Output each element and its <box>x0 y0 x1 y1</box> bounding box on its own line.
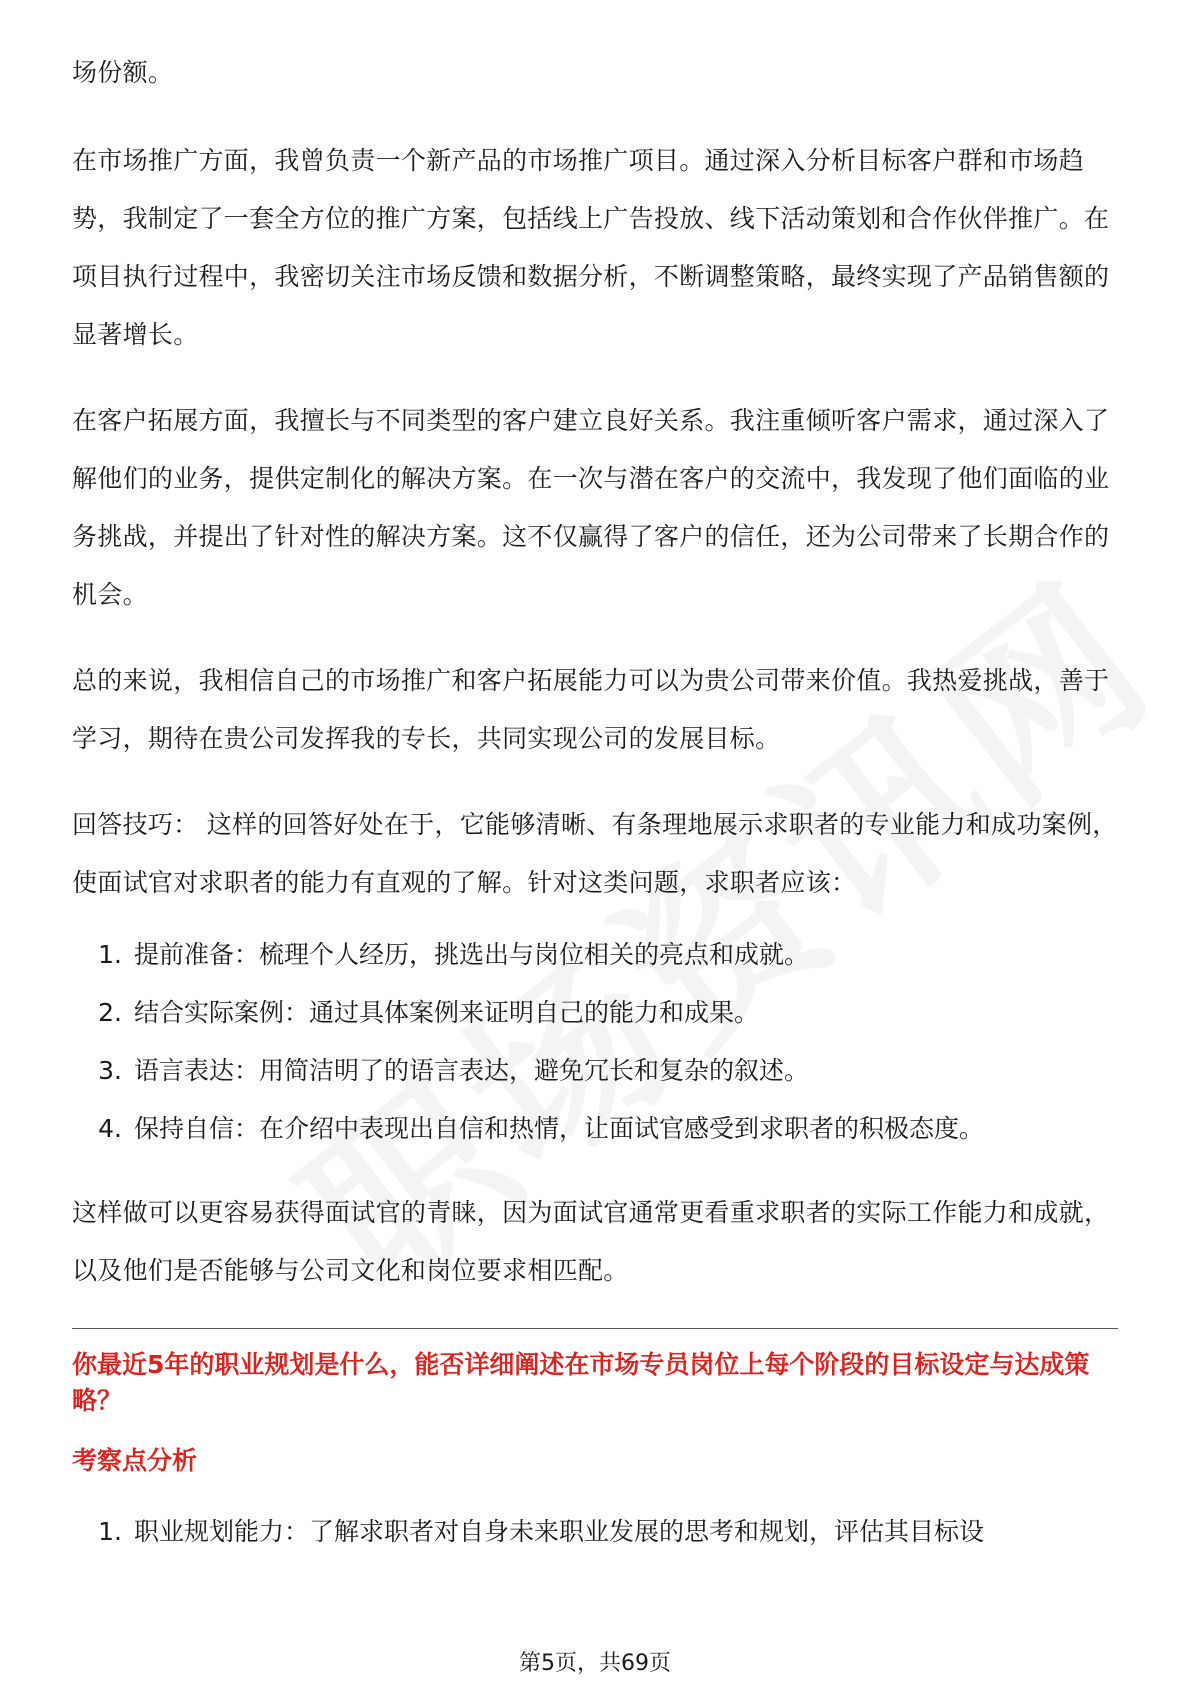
list-number: 1. <box>98 940 122 969</box>
paragraph-summary: 总的来说，我相信自己的市场推广和客户拓展能力可以为贵公司带来价值。我热爱挑战，善于学习，期待在贵公司发挥我的专长，共同实现公司的发展目标。 <box>72 666 1110 753</box>
page-footer: 第5页，共69页 <box>519 1651 671 1676</box>
tips-list <box>72 926 1118 1158</box>
list-text: 提前准备：梳理个人经历，挑选出与岗位相关的亮点和成就。 <box>134 940 810 969</box>
list-number: 2. <box>98 998 122 1027</box>
section-title: 考察点分析 <box>72 1446 198 1475</box>
list-text: 语言表达：用简洁明了的语言表达，避免冗长和复杂的叙述。 <box>134 1056 810 1085</box>
list-item <box>72 984 1118 1042</box>
paragraph-continuation: 场份额。 <box>72 58 174 87</box>
list-number: 4. <box>98 1114 122 1143</box>
list-text: 职业规划能力：了解求职者对自身未来职业发展的思考和规划，评估其目标设 <box>134 1517 985 1546</box>
list-number: 1. <box>98 1517 122 1546</box>
paragraph-marketing: 在市场推广方面，我曾负责一个新产品的市场推广项目。通过深入分析目标客户群和市场趋势，我制定了一套全方位的推广方案，包括线上广告投放、线下活动策划和合作伙伴推广。在项目执行过程中，我密切关注市场反馈和数据分析，不断调整策略，最终实现了产品销售额的显著增长。 <box>72 146 1110 349</box>
interview-question: 你最近5年的职业规划是什么，能否详细阐述在市场专员岗位上每个阶段的目标设定与达成策略？ <box>72 1350 1090 1415</box>
paragraph-answer-tips: 回答技巧： 这样的回答好处在于，它能够清晰、有条理地展示求职者的专业能力和成功案例，使面试官对求职者的能力有直观的了解。针对这类问题，求职者应该： <box>72 810 1118 897</box>
paragraph-client-expansion: 在客户拓展方面，我擅长与不同类型的客户建立良好关系。我注重倾听客户需求，通过深入了解他们的业务，提供定制化的解决方案。在一次与潜在客户的交流中，我发现了他们面临的业务挑战，并提出了针对性的解决方案。这不仅赢得了客户的信任，还为公司带来了长期合作的机会。 <box>72 406 1110 609</box>
list-item <box>72 1503 1118 1561</box>
section-divider <box>72 1328 1118 1329</box>
list-item <box>72 926 1118 984</box>
page-content <box>72 44 1118 1587</box>
list-text: 结合实际案例：通过具体案例来证明自己的能力和成果。 <box>134 998 760 1027</box>
paragraph-conclusion: 这样做可以更容易获得面试官的青睐，因为面试官通常更看重求职者的实际工作能力和成就，以及他们是否能够与公司文化和岗位要求相匹配。 <box>72 1198 1110 1285</box>
list-item <box>72 1042 1118 1100</box>
list-number: 3. <box>98 1056 122 1085</box>
list-item <box>72 1100 1118 1158</box>
analysis-list <box>72 1503 1118 1561</box>
list-text: 保持自信：在介绍中表现出自信和热情，让面试官感受到求职者的积极态度。 <box>134 1114 985 1143</box>
